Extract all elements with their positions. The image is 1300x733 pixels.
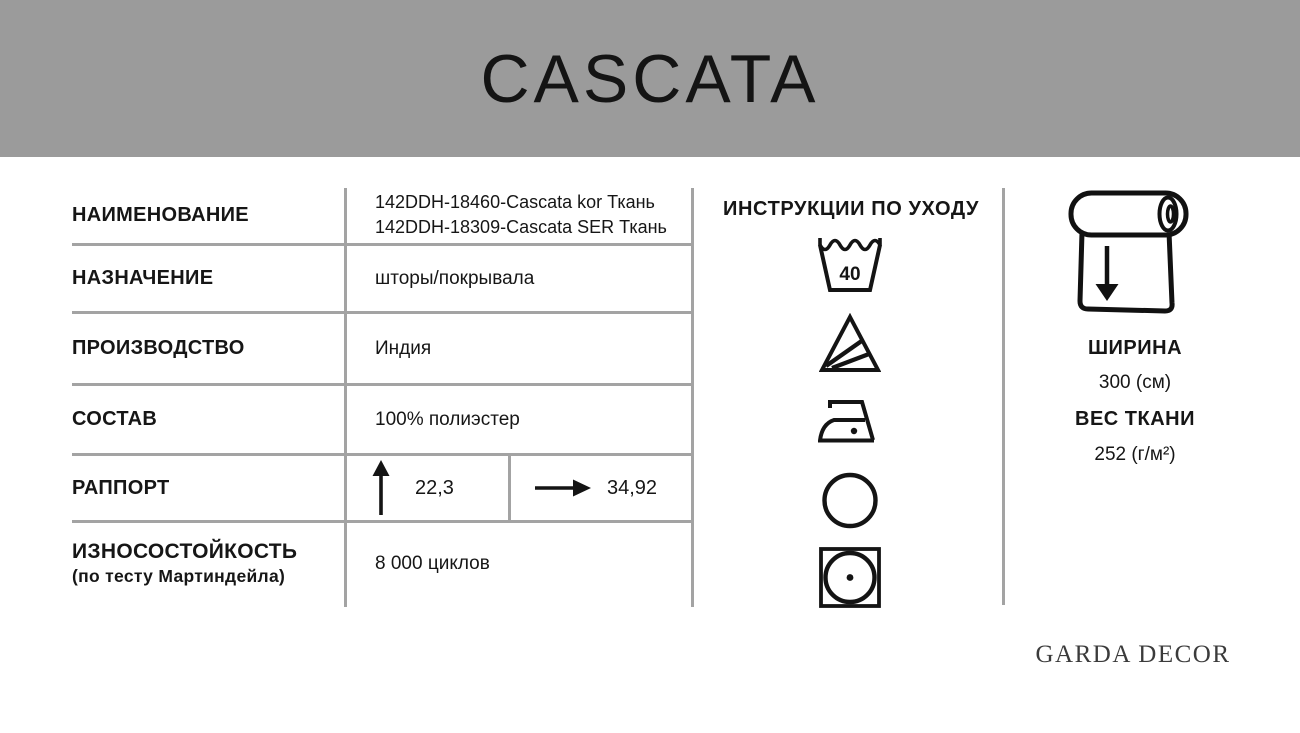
column-separator-line <box>1002 188 1005 605</box>
table-row-label <box>72 456 340 520</box>
rapport-vertical-value: 22,3 <box>415 476 454 499</box>
brand-logo: GARDA DECOR <box>1035 641 1231 668</box>
rapport-vertical-cell <box>369 456 508 520</box>
bleach-stripes-triangle-icon <box>819 313 881 373</box>
table-row-label <box>72 188 340 243</box>
table-row-value <box>375 523 687 603</box>
width-value: 300 (см) <box>1098 372 1172 393</box>
weight-value: 252 (г/м²) <box>1094 444 1176 465</box>
weight-label: ВЕС ТКАНИ <box>1075 408 1195 430</box>
table-vline <box>691 188 694 607</box>
row-label-text: ИЗНОСОСТОЙКОСТЬ <box>72 539 298 563</box>
table-row-value <box>375 314 687 383</box>
row-label-note: (по тесту Мартиндейла) <box>72 566 286 586</box>
rapport-horizontal-value: 34,92 <box>607 476 658 499</box>
table-row-label <box>72 523 340 603</box>
row-label-text: НАИМЕНОВАНИЕ <box>72 204 249 226</box>
article-code-line: 142DDH-18460-Cascata kor Ткань <box>375 192 655 212</box>
product-title: CASCATA <box>480 40 820 117</box>
fabric-roll-icon <box>1067 188 1199 323</box>
rapport-divider-line <box>508 456 511 520</box>
wash-40-icon <box>816 236 884 294</box>
table-row-label <box>72 386 340 453</box>
row-label-text: НАЗНАЧЕНИЕ <box>72 267 214 289</box>
row-label-text: ПРОИЗВОДСТВО <box>72 337 245 359</box>
arrow-right-icon <box>534 477 592 499</box>
table-row-value <box>375 246 687 311</box>
row-value-text: 8 000 циклов <box>375 552 490 574</box>
care-instructions-title: ИНСТРУКЦИИ ПО УХОДУ <box>723 198 979 220</box>
table-vline <box>344 188 347 607</box>
width-label: ШИРИНА <box>1087 337 1183 359</box>
rapport-horizontal-cell <box>534 456 691 520</box>
article-code-line: 142DDH-18309-Cascata SER Ткань <box>375 217 667 237</box>
row-value-text: 100% полиэстер <box>375 409 520 430</box>
title-band <box>0 0 1300 157</box>
table-row-value <box>375 186 687 244</box>
tumble-dry-one-dot-icon <box>818 546 882 609</box>
iron-one-dot-icon <box>818 395 882 447</box>
row-label-text: РАППОРТ <box>72 476 170 499</box>
row-value-text: шторы/покрывала <box>375 268 535 289</box>
row-label-text: СОСТАВ <box>72 408 158 430</box>
dry-clean-circle-icon <box>820 471 880 530</box>
table-row-value <box>375 386 687 453</box>
table-row-label <box>72 246 340 311</box>
row-value-text: Индия <box>375 338 432 359</box>
wash-temperature: 40 <box>839 264 861 285</box>
arrow-up-icon <box>369 459 393 517</box>
table-row-label <box>72 314 340 383</box>
